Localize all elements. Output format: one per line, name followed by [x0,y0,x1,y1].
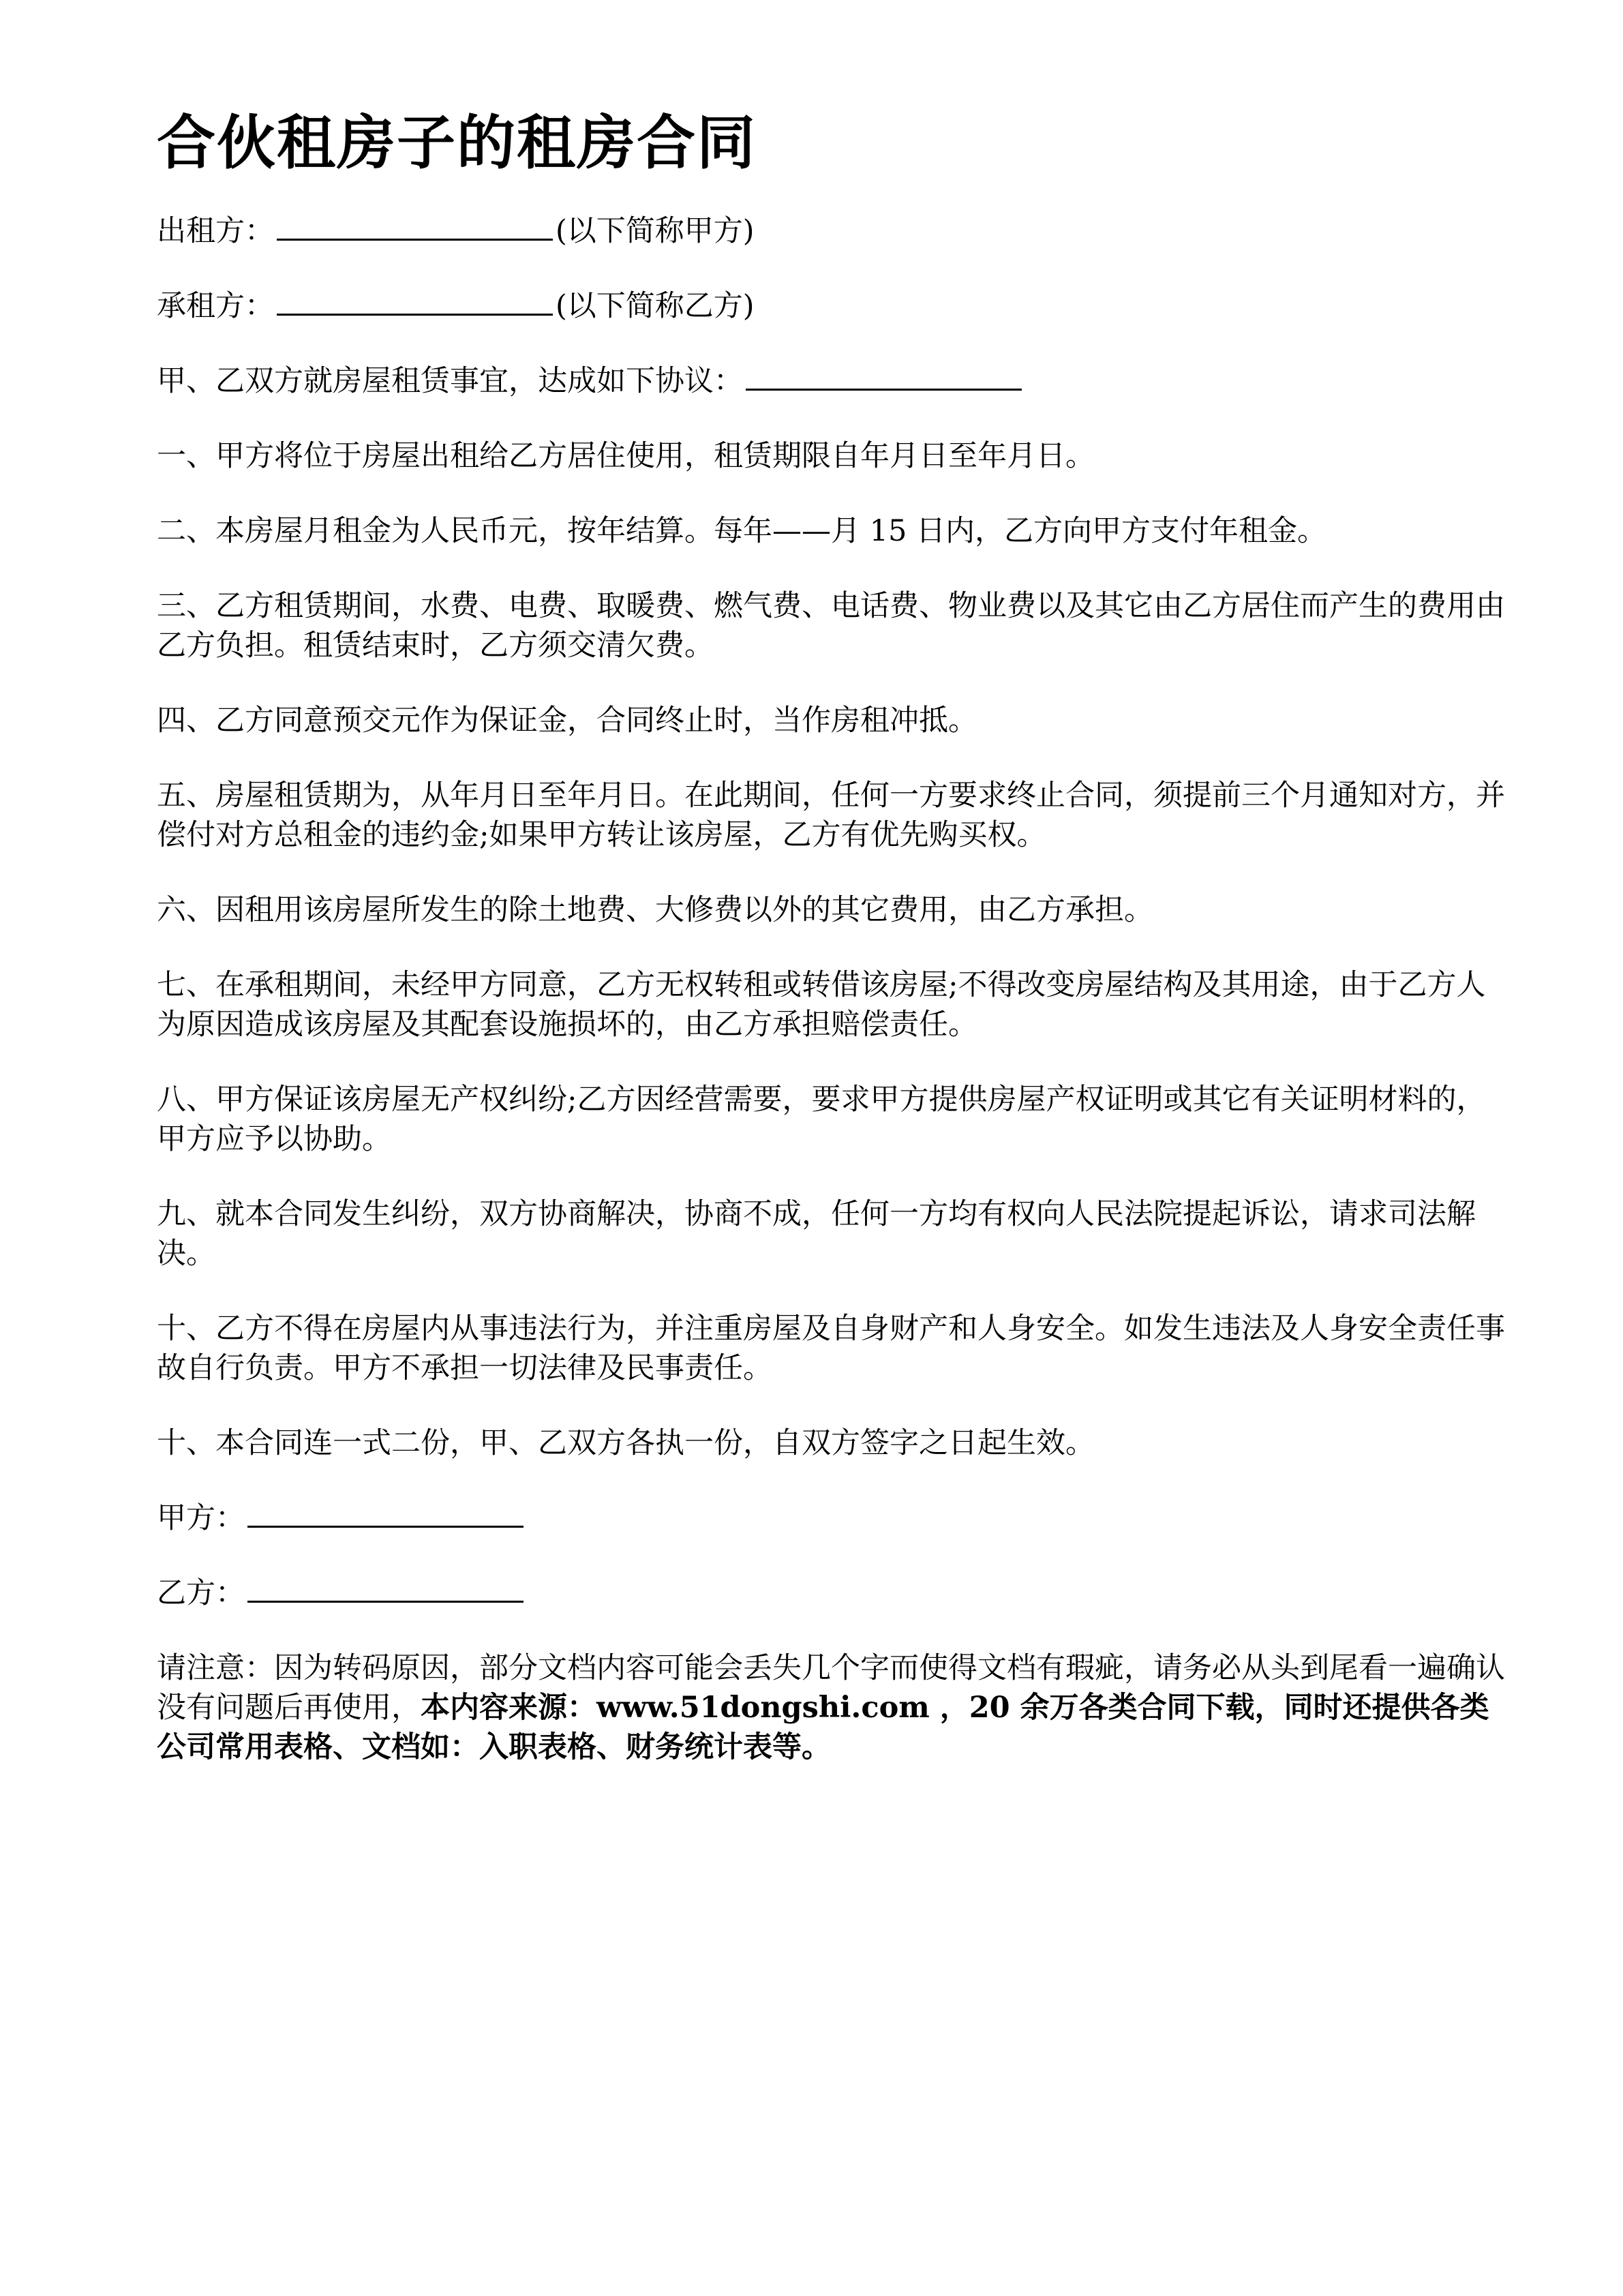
party-a-label: 甲方： [157,1501,245,1535]
clause-3: 三、乙方租赁期间，水费、电费、取暖费、燃气费、电话费、物业费以及其它由乙方居住而产生的费用由乙方负担。租赁结束时，乙方须交清欠费。 [157,589,1505,663]
clause-2: 二、本房屋月租金为人民币元，按年结算。每年——月 15 日内，乙方向甲方支付年租金。 [157,514,1327,548]
signature-party-b [157,1573,1510,1613]
party-a-blank [247,1525,524,1528]
intro-text: 甲、乙双方就房屋租赁事宜，达成如下协议： [157,364,743,398]
lessor-label: 出租方： [157,214,274,248]
clause-9: 九、就本合同发生纠纷，双方协商解决，协商不成，任何一方均有权向人民法院提起诉讼，请求司法解决。 [157,1197,1476,1271]
clause-10: 十、乙方不得在房屋内从事违法行为，并注重房屋及自身财产和人身安全。如发生违法及人身安全责任事故自行负责。甲方不承担一切法律及民事责任。 [157,1312,1505,1385]
signature-party-a [157,1498,1510,1538]
intro-blank [746,388,1022,391]
contract-page [157,102,1510,1802]
clause-4: 四、乙方同意预交元作为保证金，合同终止时，当作房租冲抵。 [157,704,977,738]
lessee-blank [277,313,553,316]
clause-8: 八、甲方保证该房屋无产权纠纷;乙方因经营需要，要求甲方提供房屋产权证明或其它有关证明材料的，甲方应予以协助。 [157,1083,1486,1156]
notice-paragraph [157,1648,1510,1767]
document-title: 合伙租房子的租房合同 [157,109,757,177]
clause-5: 五、房屋租赁期为，从年月日至年月日。在此期间，任何一方要求终止合同，须提前三个月通知对方，并偿付对方总租金的违约金;如果甲方转让该房屋，乙方有优先购买权。 [157,779,1505,852]
clause-11: 十、本合同连一式二份，甲、乙双方各执一份，自双方签字之日起生效。 [157,1426,1095,1460]
notice-bold-text: 本内容来源：www.51dongshi.com ，20 余万各类合同下载，同时还提供各类公司常用表格、文档如：入职表格、财务统计表等。 [157,1691,1489,1764]
lessor-suffix: (以下简称甲方) [556,214,755,248]
lessee-line [157,286,1510,326]
party-b-blank [247,1600,524,1603]
lessor-line [157,211,1510,251]
clause-1: 一、甲方将位于房屋出租给乙方居住使用，租赁期限自年月日至年月日。 [157,439,1095,473]
lessee-label: 承租方： [157,289,274,323]
clause-7: 七、在承租期间，未经甲方同意，乙方无权转租或转借该房屋;不得改变房屋结构及其用途，由于乙方人为原因造成该房屋及其配套设施损坏的，由乙方承担赔偿责任。 [157,968,1486,1042]
lessor-blank [277,238,553,241]
lessee-suffix: (以下简称乙方) [556,289,755,323]
notice-normal-text: 请注意：因为转码原因，部分文档内容可能会丢失几个字而使得文档有瑕疵，请务必从头到尾看一遍确认没有问题后再使用， [157,1651,1505,1725]
clause-6: 六、因租用该房屋所发生的除土地费、大修费以外的其它费用，由乙方承担。 [157,893,1153,927]
intro-line [157,361,1510,401]
party-b-label: 乙方： [157,1576,245,1610]
